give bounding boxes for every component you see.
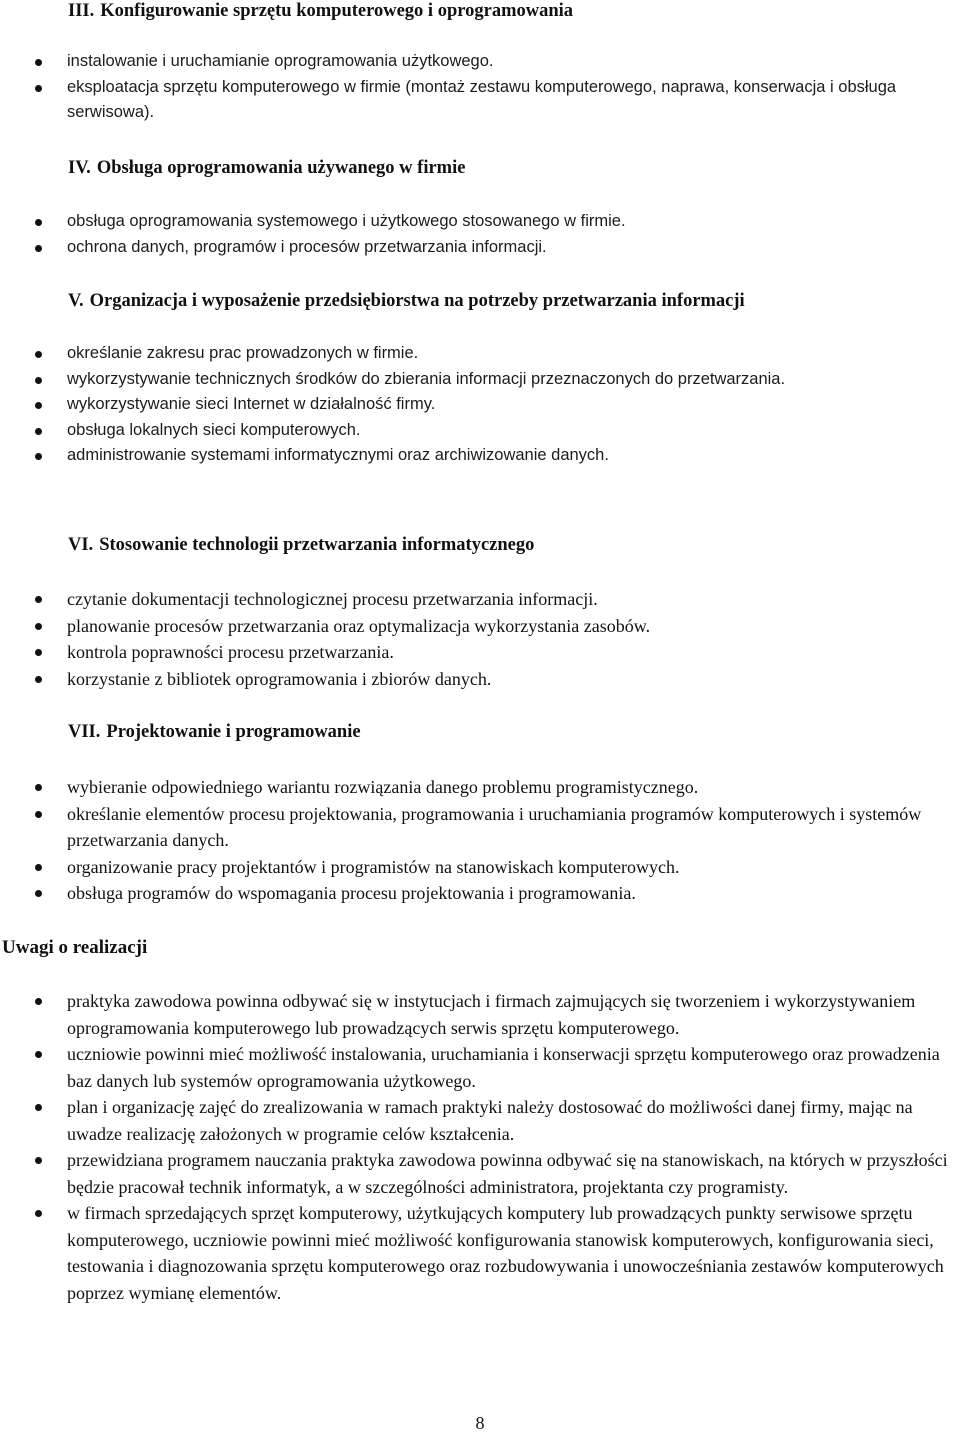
section-7-number: VII.	[68, 722, 101, 742]
section-3-title: Konfigurowanie sprzętu komputerowego i oprogramowania	[100, 1, 574, 21]
section-5-number: V.	[68, 291, 84, 311]
list-item: obsługa lokalnych sieci komputerowych.	[0, 418, 960, 444]
section-3-number: III.	[68, 1, 95, 21]
list-item: praktyka zawodowa powinna odbywać się w instytucjach i firmach zajmujących się tworzeniem i wykorzystywaniem oprogramowania komputerowego lub prowadzących serwis sprzętu komputerowego.	[0, 988, 960, 1041]
list-item: czytanie dokumentacji technologicznej procesu przetwarzania informacji.	[0, 586, 960, 613]
section-5-title: Organizacja i wyposażenie przedsiębiorstwa na potrzeby przetwarzania informacji	[89, 291, 745, 311]
list-item: kontrola poprawności procesu przetwarzania.	[0, 639, 960, 666]
list-item: w firmach sprzedających sprzęt komputerowy, użytkujących komputery lub prowadzących punkty serwisowe sprzętu komputerowego, uczniowie powinni mieć możliwość konfigurowania stanowisk komputerowych, konfigurowania sieci, testowania i diagnozowania sprzętu komputerowego oraz rozbudowywania i unowocześniania zestawów komputerowych poprzez wymianę elementów.	[0, 1200, 960, 1306]
page-number: 8	[475, 1413, 485, 1433]
uwagi-heading: Uwagi o realizacji	[2, 937, 148, 958]
section-7-heading	[68, 721, 361, 743]
list-item: wybieranie odpowiedniego wariantu rozwiązania danego problemu programistycznego.	[0, 774, 960, 801]
section-6-heading	[68, 534, 534, 556]
section-4-heading	[68, 157, 465, 179]
section-3-heading	[68, 0, 573, 22]
list-item: wykorzystywanie sieci Internet w działalność firmy.	[0, 392, 960, 418]
section-6-number: VI.	[68, 535, 94, 555]
list-item: administrowanie systemami informatycznymi oraz archiwizowanie danych.	[0, 443, 960, 469]
section-6-title: Stosowanie technologii przetwarzania informatycznego	[99, 535, 535, 555]
list-item: instalowanie i uruchamianie oprogramowania użytkowego.	[0, 49, 960, 75]
section-6-list	[0, 586, 960, 692]
uwagi-list	[0, 988, 960, 1306]
section-5-list	[0, 341, 960, 469]
list-item: wykorzystywanie technicznych środków do zbierania informacji przeznaczonych do przetwarzania.	[0, 367, 960, 393]
list-item: obsługa oprogramowania systemowego i użytkowego stosowanego w firmie.	[0, 209, 960, 235]
list-item: uczniowie powinni mieć możliwość instalowania, uruchamiania i konserwacji sprzętu komputerowego oraz prowadzenia baz danych lub systemów oprogramowania użytkowego.	[0, 1041, 960, 1094]
list-item: określanie elementów procesu projektowania, programowania i uruchamiania programów komputerowych i systemów przetwarzania danych.	[0, 801, 960, 854]
section-4-list	[0, 209, 960, 260]
list-item: obsługa programów do wspomagania procesu projektowania i programowania.	[0, 880, 960, 907]
section-7-list	[0, 774, 960, 907]
section-3-list	[0, 49, 960, 126]
section-4-number: IV.	[68, 158, 91, 178]
list-item: organizowanie pracy projektantów i programistów na stanowiskach komputerowych.	[0, 854, 960, 881]
section-5-heading	[68, 290, 745, 312]
section-7-title: Projektowanie i programowanie	[106, 722, 361, 742]
section-4-title: Obsługa oprogramowania używanego w firmie	[96, 158, 466, 178]
list-item: przewidziana programem nauczania praktyka zawodowa powinna odbywać się na stanowiskach, na których w przyszłości będzie pracował technik informatyk, a w szczególności administratora, projektanta czy programisty.	[0, 1147, 960, 1200]
list-item: ochrona danych, programów i procesów przetwarzania informacji.	[0, 235, 960, 261]
list-item: eksploatacja sprzętu komputerowego w firmie (montaż zestawu komputerowego, naprawa, konserwacja i obsługa serwisowa).	[0, 75, 960, 126]
list-item: planowanie procesów przetwarzania oraz optymalizacja wykorzystania zasobów.	[0, 613, 960, 640]
list-item: plan i organizację zajęć do zrealizowania w ramach praktyki należy dostosować do możliwości danej firmy, mając na uwadze realizację założonych w programie celów kształcenia.	[0, 1094, 960, 1147]
list-item: korzystanie z bibliotek oprogramowania i zbiorów danych.	[0, 666, 960, 693]
list-item: określanie zakresu prac prowadzonych w firmie.	[0, 341, 960, 367]
